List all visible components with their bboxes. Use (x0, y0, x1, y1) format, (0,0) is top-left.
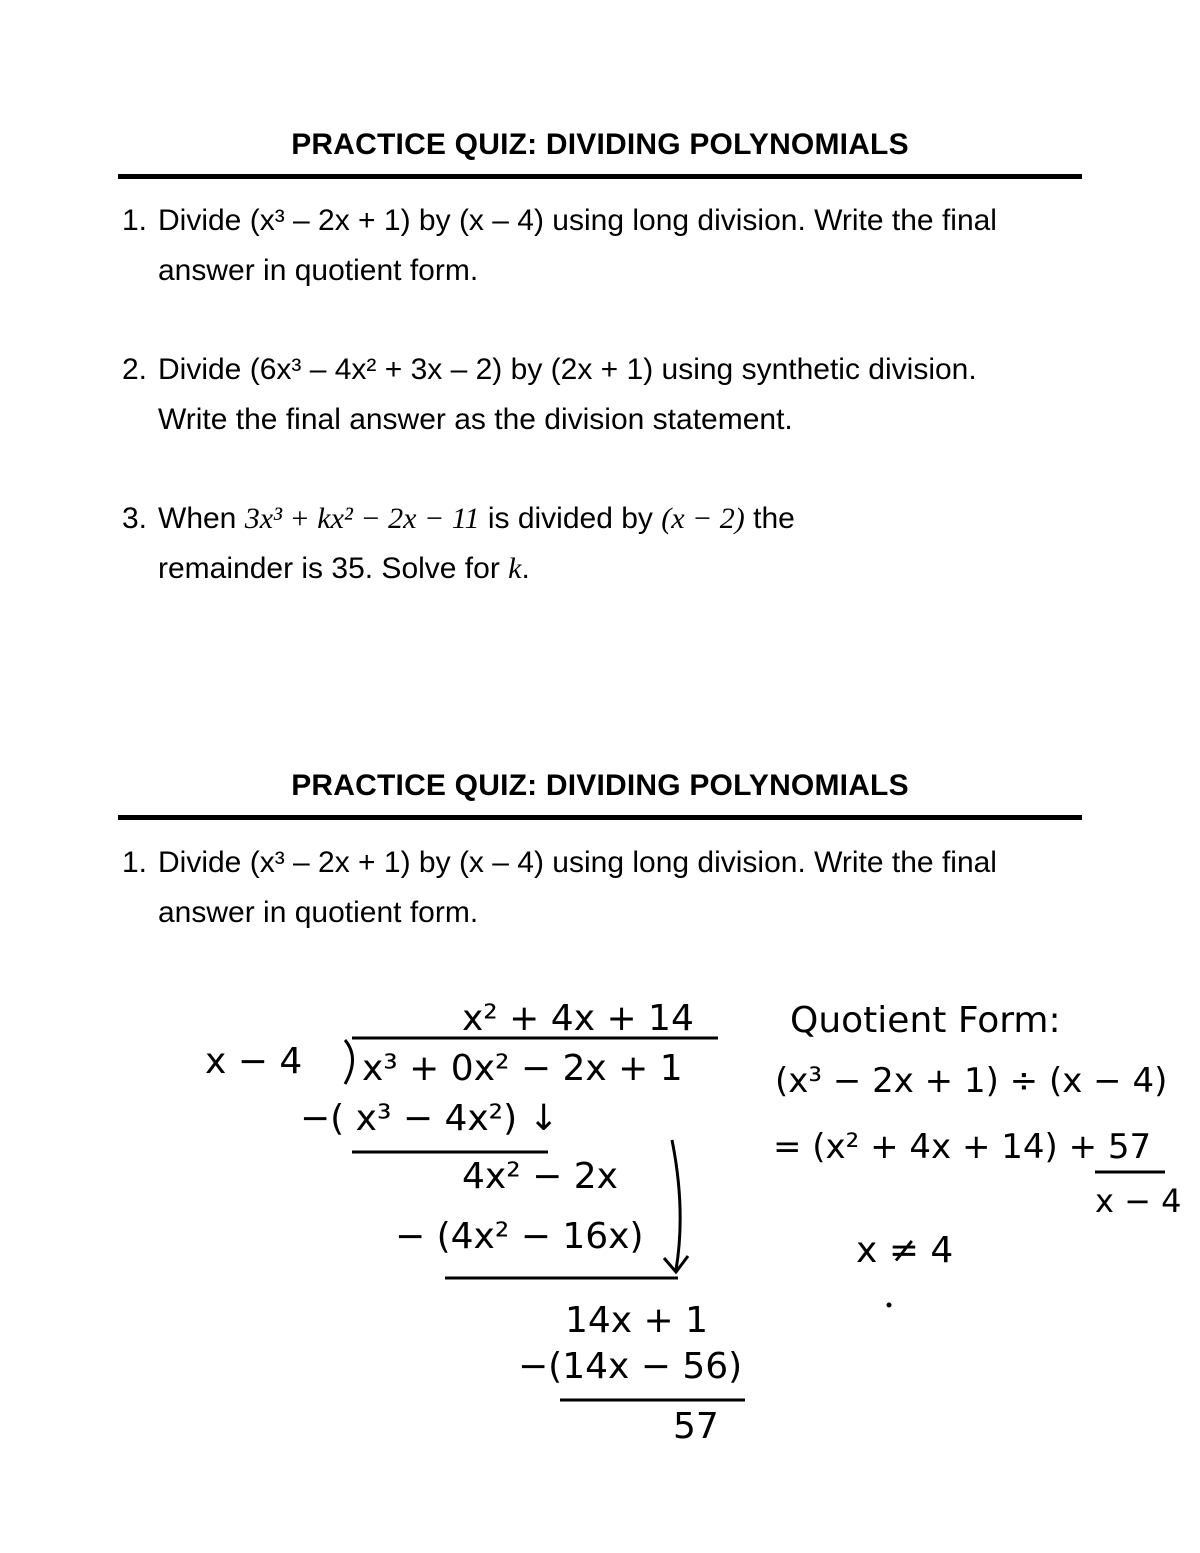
question-number: 2. (122, 353, 148, 386)
question-text: Divide (x³ – 2x + 1) by (x – 4) using long division. Write the final (158, 846, 997, 879)
quiz-title-2: PRACTICE QUIZ: DIVIDING POLYNOMIALS (291, 769, 909, 802)
quotient: x² + 4x + 14 (462, 998, 694, 1039)
math-variable: k (508, 552, 522, 585)
question-text: When (158, 502, 245, 535)
question-text: Divide (6x³ – 4x² + 3x – 2) by (2x + 1) using synthetic division. (158, 353, 977, 386)
question-text: answer in quotient form. (158, 254, 479, 287)
math-expression: 3x³ + kx² − 2x − 11 (244, 502, 480, 535)
quotient-form-label: Quotient Form: (790, 1000, 1061, 1041)
restriction: x ≠ 4 (856, 1230, 954, 1271)
question-text: Write the final answer as the division statement. (158, 403, 793, 436)
question-text: answer in quotient form. (158, 896, 479, 929)
final-remainder: 57 (673, 1406, 719, 1447)
question-text: is divided by (479, 502, 662, 535)
remainder-step-2: 14x + 1 (565, 1300, 709, 1341)
question-text: the (744, 502, 795, 535)
handwritten-work (0, 980, 1200, 1450)
quotient-form-line-1: (x³ − 2x + 1) ÷ (x − 4) (775, 1061, 1168, 1101)
remainder-step-1: 4x² − 2x (462, 1156, 618, 1197)
question-number: 1. (122, 846, 148, 879)
quotient-form-line-2: = (x² + 4x + 14) + 57 (773, 1127, 1152, 1167)
question-1-repeat (122, 838, 1122, 938)
math-divisor: (x − 2) (661, 502, 745, 535)
stray-dot (887, 1303, 892, 1308)
divisor: x − 4 (205, 1041, 303, 1082)
subtract-step-3: −(14x − 56) (518, 1346, 743, 1387)
title-rule-2 (118, 815, 1082, 820)
question-3 (122, 494, 1122, 594)
quiz-title-1: PRACTICE QUIZ: DIVIDING POLYNOMIALS (291, 128, 909, 161)
question-1 (122, 196, 1122, 296)
dividend: x³ + 0x² − 2x + 1 (362, 1048, 683, 1089)
question-2 (122, 345, 1122, 445)
subtract-step-2: − (4x² − 16x) (395, 1216, 644, 1257)
question-text: remainder is 35. Solve for (158, 552, 509, 585)
title-rule-1 (118, 174, 1082, 179)
subtract-step-1: −( x³ − 4x²) ↓ (300, 1098, 559, 1139)
question-text: Divide (x³ – 2x + 1) by (x – 4) using long division. Write the final (158, 204, 997, 237)
fraction-denominator: x − 4 (1095, 1182, 1182, 1220)
division-bracket (345, 1040, 353, 1084)
question-number: 3. (122, 502, 148, 535)
bring-down-arrow (664, 1140, 688, 1272)
question-number: 1. (122, 204, 148, 237)
question-text: . (521, 552, 530, 585)
